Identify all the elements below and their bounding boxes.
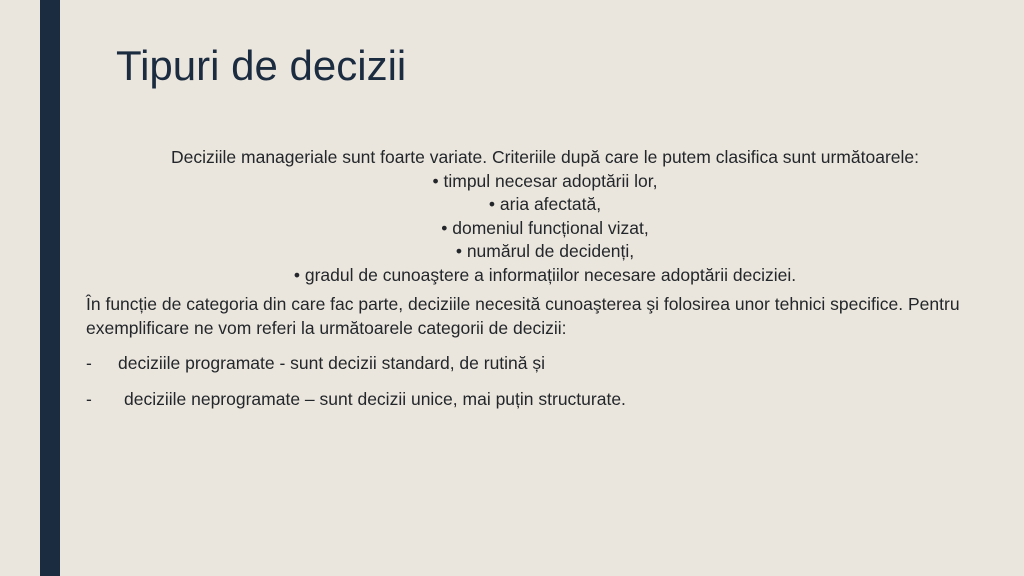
criteria-item: • aria afectată, — [488, 194, 602, 214]
slide-content — [86, 146, 986, 411]
criteria-item: • numărul de decidenți, — [455, 241, 635, 261]
dash-marker: - — [86, 353, 92, 373]
category-item — [86, 388, 986, 412]
slide-title: Tipuri de decizii — [116, 42, 407, 89]
intro-text: Deciziile manageriale sunt foarte variate. Criteriile după care le putem clasifica sunt următoarele: — [171, 147, 919, 167]
category-text: deciziile neprogramate – sunt decizii unice, mai puțin structurate. — [124, 388, 626, 409]
category-item — [86, 352, 986, 376]
accent-side-bar — [40, 0, 60, 576]
criteria-item: • gradul de cunoaştere a informațiilor necesare adoptării deciziei. — [293, 264, 797, 285]
body-paragraph: În funcție de categoria din care fac parte, deciziile necesită cunoaşterea şi folosirea unor tehnici specifice. Pentru exemplificare ne vom referi la următoarele categorii de decizii: — [86, 294, 960, 338]
criteria-block — [106, 146, 984, 287]
dash-marker: - — [86, 388, 92, 409]
category-text: deciziile programate - sunt decizii standard, de rutină și — [118, 353, 546, 373]
criteria-item: • timpul necesar adoptării lor, — [432, 170, 658, 191]
criteria-item: • domeniul funcțional vizat, — [441, 217, 649, 238]
